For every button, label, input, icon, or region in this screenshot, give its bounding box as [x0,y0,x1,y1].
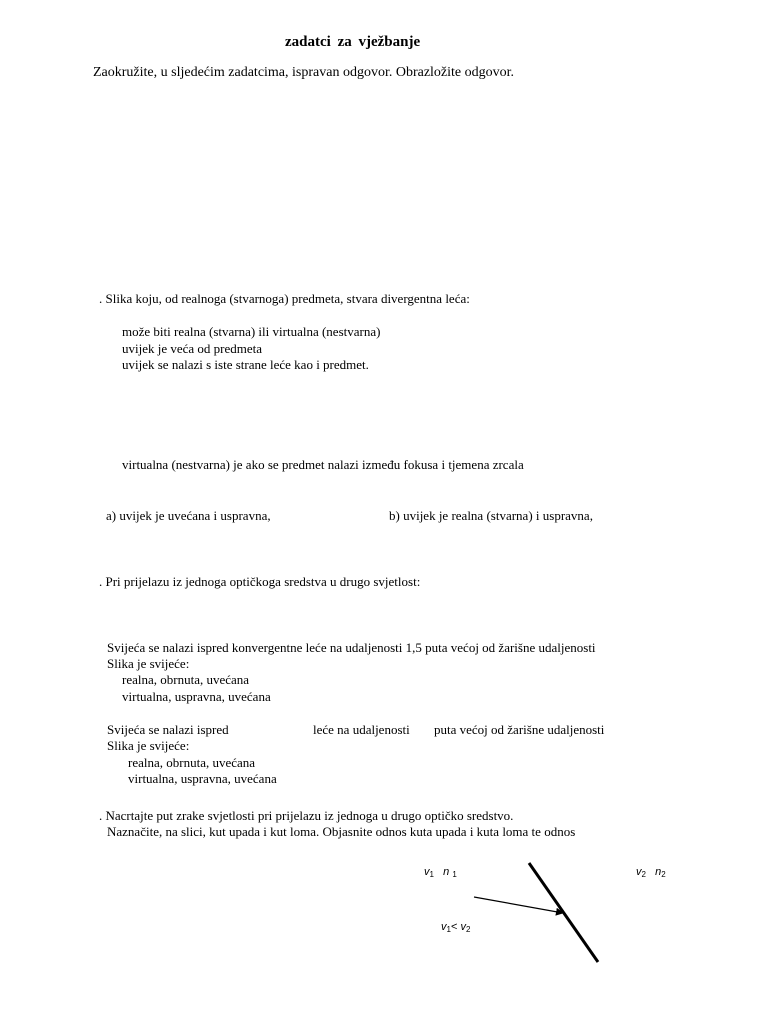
question-1-option: uvijek je veća od predmeta [122,341,263,356]
question-3-stem: . Pri prijelazu iz jednoga optičkoga sredstva u drugo svjetlost: [99,574,421,589]
label-v1-n1 [424,865,457,882]
question-4-prompt: Slika je svijeće: [107,656,190,671]
question-5-option: realna, obrnuta, uvećana [128,755,256,770]
instructions: Zaokružite, u sljedećim zadatcima, ispravan odgovor. Obrazložite odgovor. [93,65,515,80]
question-4-option: realna, obrnuta, uvećana [122,672,250,687]
label-v2-n2 [636,865,666,882]
relation-v2: v [460,921,466,933]
question-5-stem-part1: Svijeća se nalazi ispred [107,722,229,737]
relation-v1: v [441,921,447,933]
v1-symbol: v [424,866,430,878]
question-2-option-a: a) uvijek je uvećana i uspravna, [106,508,271,523]
n2-symbol: n [655,866,662,878]
question-1-option: može biti realna (stvarna) ili virtualna (nestvarna) [122,324,381,339]
incident-ray-arrow [474,897,563,913]
question-5-prompt: Slika je svijeće: [107,738,190,753]
v2-symbol: v [636,866,642,878]
question-6-stem: . Nacrtajte put zrake svjetlosti pri prijelazu iz jednoga u drugo optičko sredstvo. [99,808,514,823]
question-4-option: virtualna, uspravna, uvećana [122,689,271,704]
question-1-stem: . Slika koju, od realnoga (stvarnoga) predmeta, stvara divergentna leća: [99,291,470,306]
question-5-stem-part3: puta većoj od žarišne udaljenosti [434,722,605,737]
question-1-option: uvijek se nalazi s iste strane leće kao i predmet. [122,357,369,372]
question-2-option-b: b) uvijek je realna (stvarna) i uspravna, [389,508,593,523]
question-4-stem: Svijeća se nalazi ispred konvergentne leće na udaljenosti 1,5 puta većoj od žarišne udaljenosti [107,640,596,655]
boundary-line [529,863,598,962]
v1-subscript: 1 [429,870,434,879]
relation-v2-subscript: 2 [465,925,471,934]
page-title: zadatci za vježbanje [285,34,421,50]
n1-subscript: 1 [452,870,457,879]
question-6-instruction: Naznačite, na slici, kut upada i kut loma. Objasnite odnos kuta upada i kuta loma te odnos [107,824,576,839]
question-5-option: virtualna, uspravna, uvećana [128,771,277,786]
label-relation [441,920,470,937]
relation-operator: < [450,921,461,933]
v2-subscript: 2 [641,870,646,879]
n1-symbol: n [443,866,450,878]
question-2-option-virtual: virtualna (nestvarna) je ako se predmet nalazi između fokusa i tjemena zrcala [122,457,524,472]
question-5-stem-part2: leće na udaljenosti [313,722,410,737]
n2-subscript: 2 [661,870,666,879]
relation-v1-subscript: 1 [446,925,451,934]
